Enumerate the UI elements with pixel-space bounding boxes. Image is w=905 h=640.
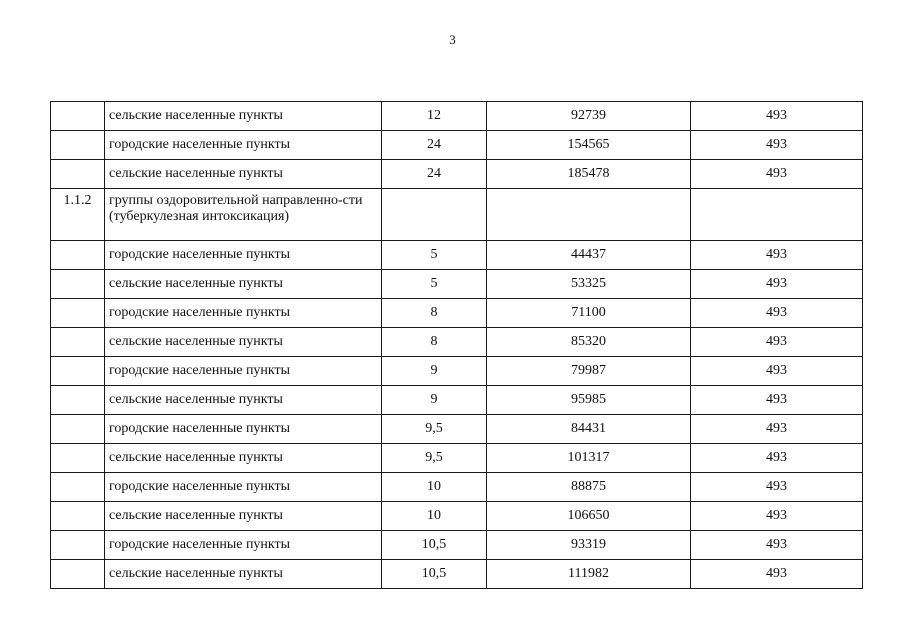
- table-row: [51, 386, 863, 415]
- data-table: [50, 101, 863, 589]
- coefficient-cell: 10,5: [382, 531, 487, 560]
- amount-cell: 44437: [487, 241, 691, 270]
- locality-type-cell: сельские населенные пункты: [105, 102, 382, 131]
- row-number-cell: [51, 531, 105, 560]
- table-row: [51, 241, 863, 270]
- amount-cell: 95985: [487, 386, 691, 415]
- coefficient-cell: 5: [382, 270, 487, 299]
- table-row: [51, 299, 863, 328]
- rate-cell: 493: [691, 473, 863, 502]
- amount-cell: [487, 189, 691, 241]
- coefficient-cell: 8: [382, 299, 487, 328]
- coefficient-cell: 9,5: [382, 415, 487, 444]
- locality-type-cell: сельские населенные пункты: [105, 502, 382, 531]
- amount-cell: 185478: [487, 160, 691, 189]
- row-number-cell: [51, 444, 105, 473]
- locality-type-cell: городские населенные пункты: [105, 473, 382, 502]
- coefficient-cell: 10,5: [382, 560, 487, 589]
- rate-cell: 493: [691, 160, 863, 189]
- coefficient-cell: 10: [382, 473, 487, 502]
- amount-cell: 111982: [487, 560, 691, 589]
- locality-type-cell: сельские населенные пункты: [105, 444, 382, 473]
- row-number-cell: 1.1.2: [51, 189, 105, 241]
- locality-type-cell: городские населенные пункты: [105, 415, 382, 444]
- coefficient-cell: 24: [382, 160, 487, 189]
- rate-cell: 493: [691, 357, 863, 386]
- row-number-cell: [51, 102, 105, 131]
- rate-cell: 493: [691, 415, 863, 444]
- rate-cell: 493: [691, 131, 863, 160]
- amount-cell: 71100: [487, 299, 691, 328]
- amount-cell: 92739: [487, 102, 691, 131]
- table-row: [51, 415, 863, 444]
- table-row: [51, 444, 863, 473]
- group-name-cell: группы оздоровительной направленно-сти (туберкулезная интоксикация): [105, 189, 382, 241]
- rate-cell: 493: [691, 102, 863, 131]
- table-row: [51, 473, 863, 502]
- row-number-cell: [51, 270, 105, 299]
- coefficient-cell: 10: [382, 502, 487, 531]
- table-row: [51, 270, 863, 299]
- row-number-cell: [51, 386, 105, 415]
- amount-cell: 88875: [487, 473, 691, 502]
- locality-type-cell: сельские населенные пункты: [105, 386, 382, 415]
- row-number-cell: [51, 241, 105, 270]
- table-row: [51, 531, 863, 560]
- rate-cell: 493: [691, 502, 863, 531]
- locality-type-cell: городские населенные пункты: [105, 241, 382, 270]
- row-number-cell: [51, 415, 105, 444]
- page-number: 3: [449, 32, 456, 47]
- rate-cell: [691, 189, 863, 241]
- row-number-cell: [51, 357, 105, 386]
- amount-cell: 84431: [487, 415, 691, 444]
- coefficient-cell: 5: [382, 241, 487, 270]
- rate-cell: 493: [691, 241, 863, 270]
- row-number-cell: [51, 299, 105, 328]
- amount-cell: 85320: [487, 328, 691, 357]
- table-row: [51, 160, 863, 189]
- locality-type-cell: сельские населенные пункты: [105, 328, 382, 357]
- amount-cell: 154565: [487, 131, 691, 160]
- rate-cell: 493: [691, 560, 863, 589]
- coefficient-cell: 9: [382, 357, 487, 386]
- locality-type-cell: сельские населенные пункты: [105, 160, 382, 189]
- row-number-cell: [51, 473, 105, 502]
- amount-cell: 101317: [487, 444, 691, 473]
- row-number-cell: [51, 328, 105, 357]
- coefficient-cell: 9: [382, 386, 487, 415]
- table-row: [51, 560, 863, 589]
- locality-type-cell: сельские населенные пункты: [105, 560, 382, 589]
- rate-cell: 493: [691, 531, 863, 560]
- coefficient-cell: 24: [382, 131, 487, 160]
- table-section-row: [51, 189, 863, 241]
- locality-type-cell: городские населенные пункты: [105, 299, 382, 328]
- row-number-cell: [51, 560, 105, 589]
- coefficient-cell: 8: [382, 328, 487, 357]
- rate-cell: 493: [691, 444, 863, 473]
- table-row: [51, 357, 863, 386]
- coefficient-cell: 9,5: [382, 444, 487, 473]
- coefficient-cell: 12: [382, 102, 487, 131]
- amount-cell: 79987: [487, 357, 691, 386]
- rate-cell: 493: [691, 386, 863, 415]
- row-number-cell: [51, 160, 105, 189]
- table-row: [51, 502, 863, 531]
- coefficient-cell: [382, 189, 487, 241]
- locality-type-cell: сельские населенные пункты: [105, 270, 382, 299]
- locality-type-cell: городские населенные пункты: [105, 131, 382, 160]
- amount-cell: 53325: [487, 270, 691, 299]
- locality-type-cell: городские населенные пункты: [105, 357, 382, 386]
- amount-cell: 106650: [487, 502, 691, 531]
- locality-type-cell: городские населенные пункты: [105, 531, 382, 560]
- table-row: [51, 102, 863, 131]
- rate-cell: 493: [691, 270, 863, 299]
- amount-cell: 93319: [487, 531, 691, 560]
- row-number-cell: [51, 131, 105, 160]
- row-number-cell: [51, 502, 105, 531]
- rate-cell: 493: [691, 328, 863, 357]
- table-row: [51, 131, 863, 160]
- table-row: [51, 328, 863, 357]
- rate-cell: 493: [691, 299, 863, 328]
